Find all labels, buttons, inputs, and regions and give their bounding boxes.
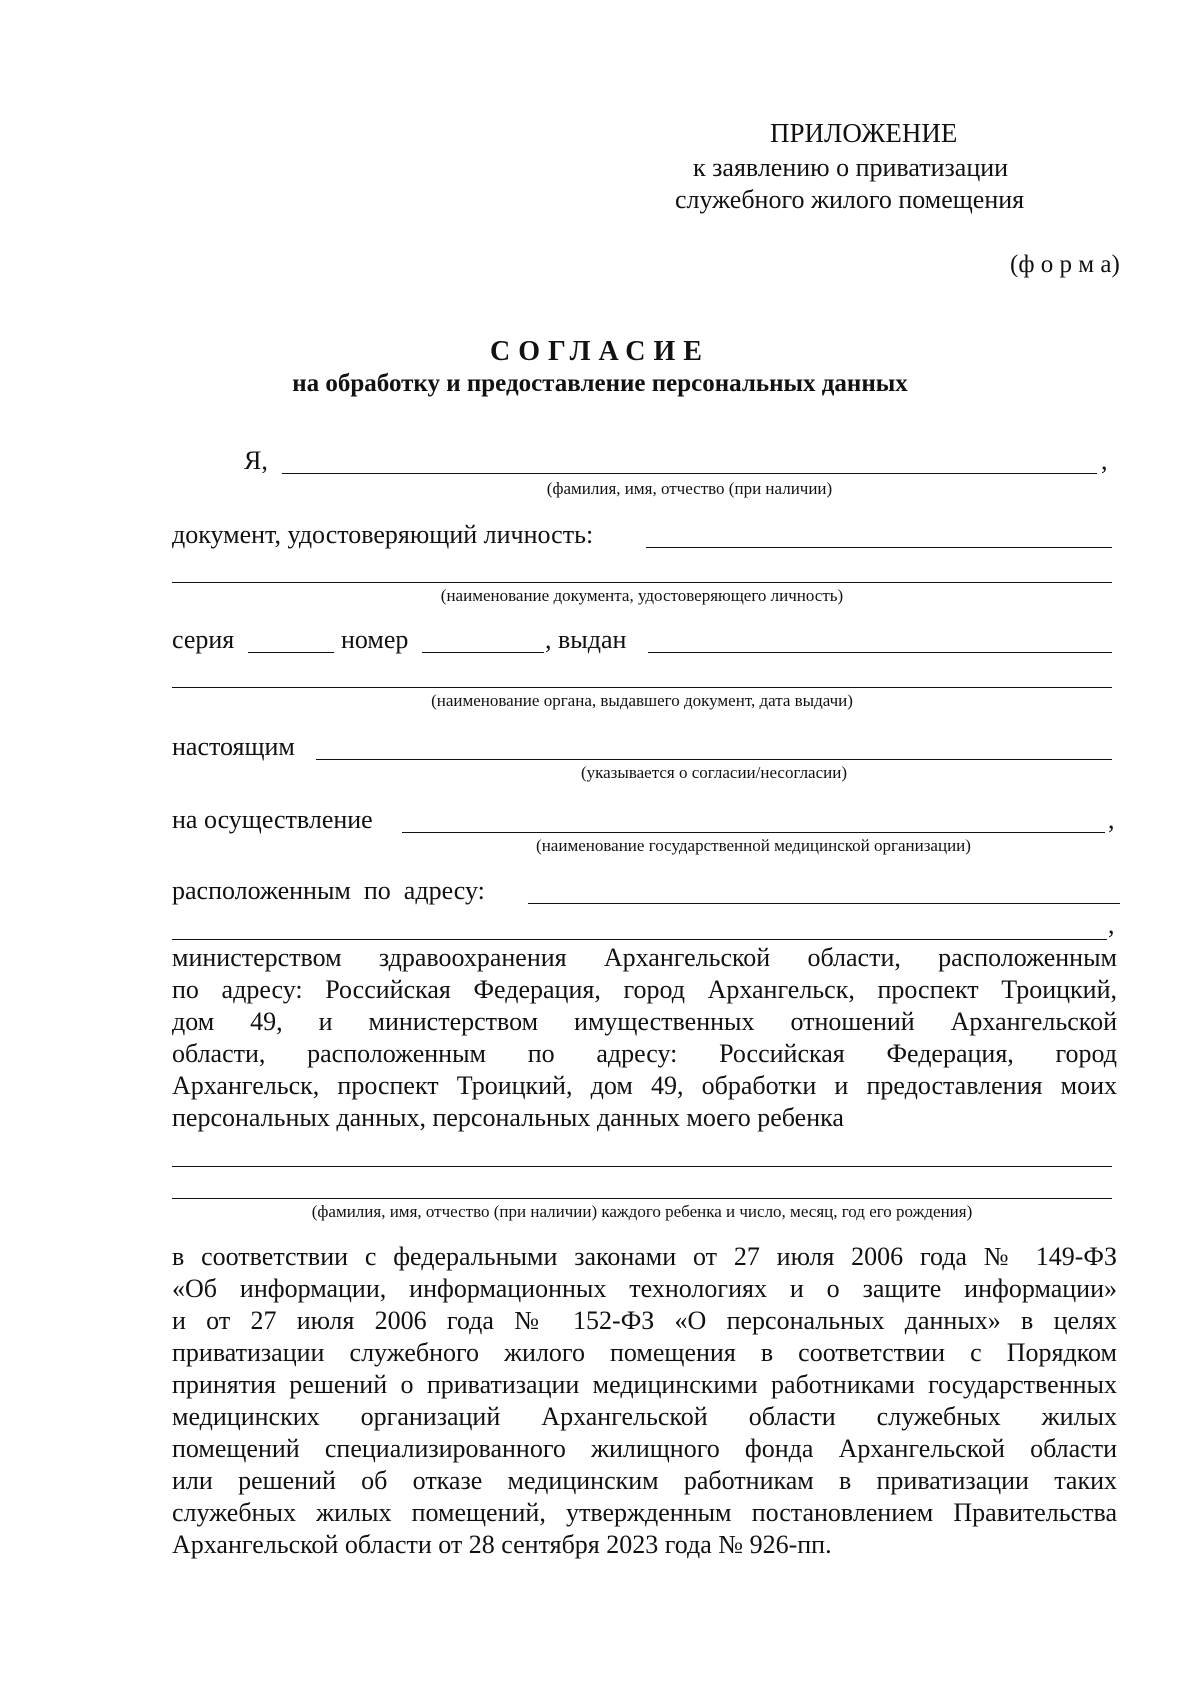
child-line-1[interactable] — [172, 1166, 1112, 1167]
fio-caption: (фамилия, имя, отчество (при наличии) — [546, 479, 833, 498]
paragraph-1-line: персональных данных, персональных данных моего ребенка — [172, 1103, 844, 1132]
appendix-title: ПРИЛОЖЕНИЕ — [770, 118, 958, 148]
paragraph-2-line: медицинских организаций Архангельской области служебных жилых — [172, 1402, 1117, 1431]
org-caption: (наименование государственной медицинской организации) — [536, 836, 971, 855]
issuer-caption: (наименование органа, выдавшего документ, дата выдачи) — [431, 691, 853, 710]
child-caption: (фамилия, имя, отчество (при наличии) каждого ребенка и число, месяц, год его рождения) — [311, 1202, 973, 1221]
paragraph-1-line: дом 49, и министерством имущественных отношений Архангельской — [172, 1007, 1117, 1036]
fio-line[interactable] — [282, 473, 1097, 474]
fio-comma: , — [1101, 446, 1108, 475]
address-line-2[interactable] — [172, 939, 1107, 940]
address-line-1[interactable] — [528, 903, 1120, 904]
number-label: номер — [341, 625, 409, 654]
document-title: СОГЛАСИЕ — [490, 336, 710, 367]
paragraph-1-line: по адресу: Российская Федерация, город Архангельск, проспект Троицкий, — [172, 975, 1117, 1004]
paragraph-2-line: и от 27 июля 2006 года № 152-ФЗ «О персональных данных» в целях — [172, 1306, 1117, 1335]
address-comma: , — [1108, 910, 1115, 939]
child-line-2[interactable] — [172, 1198, 1112, 1199]
issued-line-1[interactable] — [648, 652, 1112, 653]
paragraph-1-line: министерством здравоохранения Архангельской области, расположенным — [172, 943, 1117, 972]
paragraph-2-line: помещений специализированного жилищного фонда Архангельской области — [172, 1434, 1117, 1463]
issued-line-2[interactable] — [172, 687, 1112, 688]
form-note: (ф о р м а) — [1010, 251, 1120, 278]
paragraph-2-line: Архангельской области от 28 сентября 2023 года № 926-пп. — [172, 1530, 832, 1559]
org-comma: , — [1108, 805, 1115, 834]
paragraph-2-line: служебных жилых помещений, утвержденным постановлением Правительства — [172, 1498, 1117, 1527]
paragraph-2-line: в соответствии с федеральными законами от 27 июля 2006 года № 149-ФЗ — [172, 1242, 1117, 1271]
doc-caption: (наименование документа, удостоверяющего личность) — [440, 586, 844, 605]
paragraph-1-line: Архангельск, проспект Троицкий, дом 49, обработки и предоставления моих — [172, 1071, 1117, 1100]
series-line[interactable] — [248, 652, 334, 653]
issued-label: , выдан — [545, 625, 627, 654]
series-label: серия — [172, 625, 235, 654]
consent-line[interactable] — [316, 759, 1112, 760]
exercise-label: на осуществление — [172, 805, 373, 834]
doc-line-2[interactable] — [172, 582, 1112, 583]
doc-line-1[interactable] — [646, 547, 1112, 548]
paragraph-2-line: принятия решений о приватизации медицинскими работниками государственных — [172, 1370, 1117, 1399]
appendix-to-line-1: к заявлению о приватизации — [693, 153, 1009, 182]
document-subtitle: на обработку и предоставление персональных данных — [292, 370, 908, 397]
consent-caption: (указывается о согласии/несогласии) — [580, 763, 848, 782]
paragraph-2-line: или решений об отказе медицинским работникам в приватизации таких — [172, 1466, 1117, 1495]
doc-label: документ, удостоверяющий личность: — [172, 520, 594, 549]
address-label: расположенным по адресу: — [172, 876, 485, 905]
paragraph-2-line: «Об информации, информационных технологиях и о защите информации» — [172, 1274, 1117, 1303]
paragraph-2 — [172, 1241, 1117, 1561]
number-line[interactable] — [422, 652, 544, 653]
appendix-to-line-2: служебного жилого помещения — [675, 185, 1025, 214]
i-label: Я, — [244, 446, 268, 475]
org-line[interactable] — [402, 832, 1105, 833]
hereby-label: настоящим — [172, 732, 295, 761]
paragraph-2-line: приватизации служебного жилого помещения в соответствии с Порядком — [172, 1338, 1117, 1367]
paragraph-1 — [172, 942, 1117, 1134]
paragraph-1-line: области, расположенным по адресу: Российская Федерация, город — [172, 1039, 1117, 1068]
